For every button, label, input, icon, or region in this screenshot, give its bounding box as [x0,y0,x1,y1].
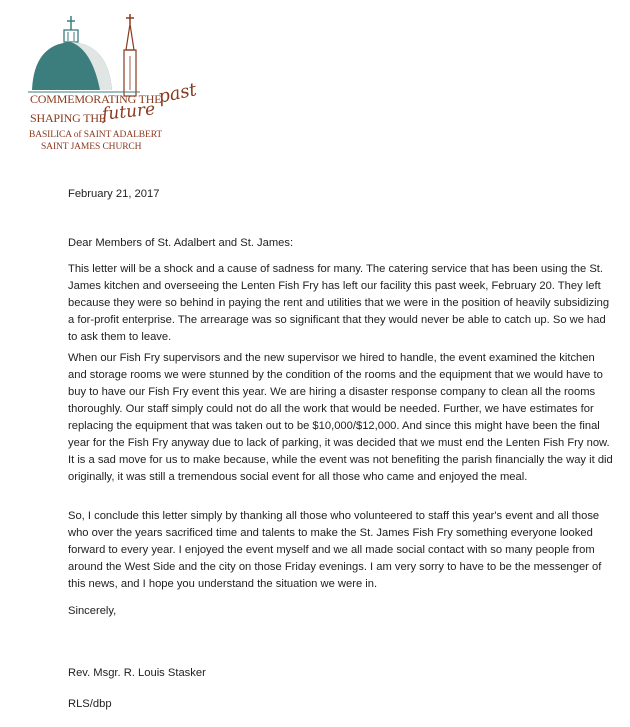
letter-initials: RLS/dbp [68,698,112,710]
letterhead-script-past: past [156,79,199,108]
letter-closing: Sincerely, [68,605,117,617]
letterhead-line-basilica: BASILICA of SAINT ADALBERT [29,130,163,140]
letterhead-line-commemorating: COMMEMORATING THE [30,92,162,106]
letter-salutation: Dear Members of St. Adalbert and St. James: [68,237,294,249]
letter-paragraph-1: This letter will be a shock and a cause of sadness for many. The catering service that has been using the St. James kitchen and overseeing the Lenten Fish Fry has left our facility this past week, February 20. They left because they were so behind in paying the rent and utilities that we were in the position of heavily subsidizing a for-profit enterprise. The arrearage was so significant that they would never be able to catch up. So we had to ask them to leave. [68,263,610,343]
letter-paragraph-3: So, I conclude this letter simply by thanking all those who volunteered to staff this year's event and all those who over the years sacrificed time and talents to make the St. James Fish Fry something everyone looked forward to every year. I enjoyed the event myself and we all made social contact with so many people from around the West Side and the city on those Friday evenings. I am very sorry to have to be the messenger of this news, and I hope you understand the situation we were in. [68,510,602,590]
letterhead [22,10,197,150]
letterhead-script-future: future [101,99,157,125]
letter-paragraph-2: When our Fish Fry supervisors and the new supervisor we hired to handle, the event examined the kitchen and storage rooms we were stunned by the condition of the rooms and the equipment that we would have to buy to have our Fish Fry event this year. We are hiring a disaster response company to clean all the rooms thoroughly. Our staff simply could not do all the work that would be needed. Further, we have estimates for replacing the equipment that was taken out to be $10,000/$12,000. And since this might have been the final year for the Fish Fry anyway due to lack of parking, it was decided that we must end the Lenten Fish Fry now. It is a sad move for us to make because, while the event was not benefiting the parish financially the way it did originally, it was still a tremendous social event for all those who came and enjoyed the meal. [68,352,613,483]
letterhead-line-shaping: SHAPING THE [30,111,106,125]
letter-signature: Rev. Msgr. R. Louis Stasker [68,667,206,679]
letter-date: February 21, 2017 [68,188,160,200]
letterhead-line-church: SAINT JAMES CHURCH [41,142,142,152]
